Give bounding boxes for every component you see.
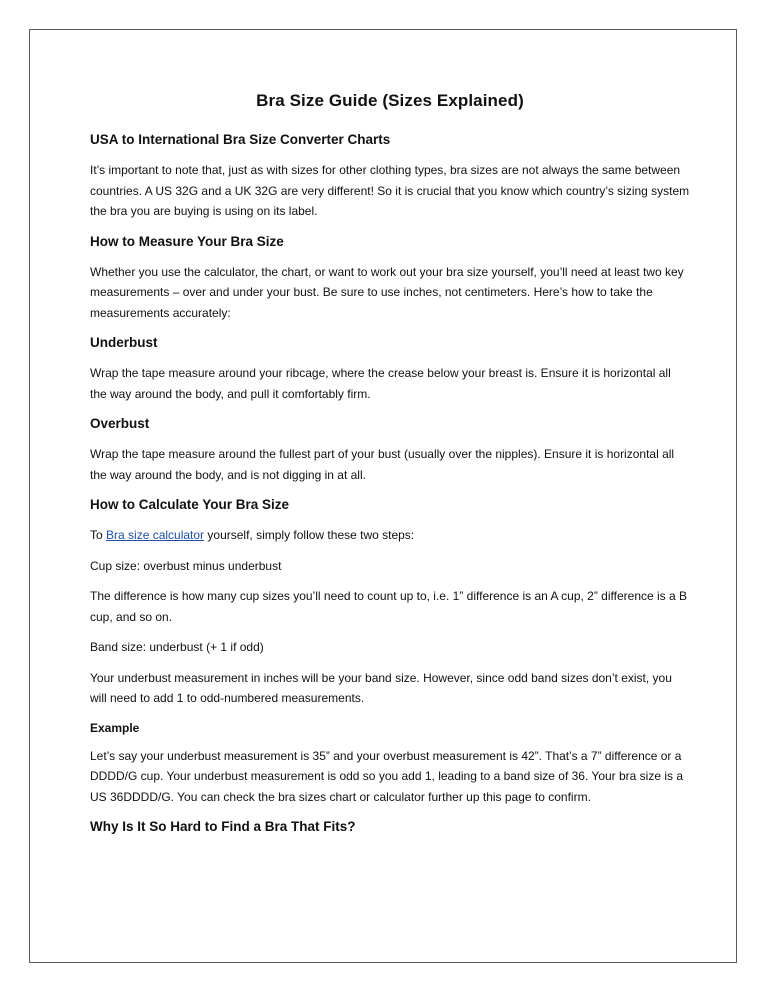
document-title: Bra Size Guide (Sizes Explained) xyxy=(256,91,524,110)
heading-converter: USA to International Bra Size Converter Charts xyxy=(90,132,391,147)
paragraph-overbust: Wrap the tape measure around the fullest part of your bust (usually over the nipples). Ensure it is horizontal all the way around the body, and is not digging in at all. xyxy=(90,447,675,482)
heading-example: Example xyxy=(90,720,140,735)
intro-suffix: yourself, simply follow these two steps: xyxy=(204,528,415,542)
paragraph-example: Let’s say your underbust measurement is 35” and your overbust measurement is 42”. That’s a 7” difference or a DDDD/G cup. Your underbust measurement is odd so you add 1, leading to a band size of 36. Your bra size is a US 36DDDD/G. You can check the bra sizes chart or calculator further up this page to confirm. xyxy=(90,748,684,804)
paragraph-underbust: Wrap the tape measure around your ribcage, where the crease below your breast is. Ensure it is horizontal all the way around the body, and pull it comfortably firm. xyxy=(90,366,671,401)
paragraph-measure: Whether you use the calculator, the chart, or want to work out your bra size yourself, you’ll need at least two key measurements – over and under your bust. Be sure to use inches, not centimeters. Here’s how to take the measurements accurately: xyxy=(90,264,684,320)
paragraph-converter: It’s important to note that, just as with sizes for other clothing types, bra sizes are not always the same between countries. A US 32G and a UK 32G are very different! So it is crucial that you know which country’s sizing system the bra you are buying is using on its label. xyxy=(90,163,690,218)
heading-why-fits: Why Is It So Hard to Find a Bra That Fits? xyxy=(90,819,356,834)
heading-underbust: Underbust xyxy=(90,335,158,350)
paragraph-cup-size: The difference is how many cup sizes you’ll need to count up to, i.e. 1” difference is an A cup, 2” difference is a B cup, and so on. xyxy=(90,589,688,624)
paragraph-band-size: Your underbust measurement in inches will be your band size. However, since odd band sizes don’t exist, you will need to add 1 to odd-numbered measurements. xyxy=(90,670,672,705)
band-size-label: Band size: underbust (+ 1 if odd) xyxy=(90,640,264,654)
paragraph-calculate-intro xyxy=(90,525,690,546)
heading-calculate: How to Calculate Your Bra Size xyxy=(90,497,290,512)
heading-measure: How to Measure Your Bra Size xyxy=(90,233,284,249)
document-body xyxy=(90,88,690,847)
intro-prefix: To xyxy=(90,528,107,542)
heading-overbust: Overbust xyxy=(90,416,150,431)
bra-size-calculator-link[interactable]: Bra size calculator xyxy=(106,528,205,542)
cup-size-label: Cup size: overbust minus underbust xyxy=(90,558,282,573)
